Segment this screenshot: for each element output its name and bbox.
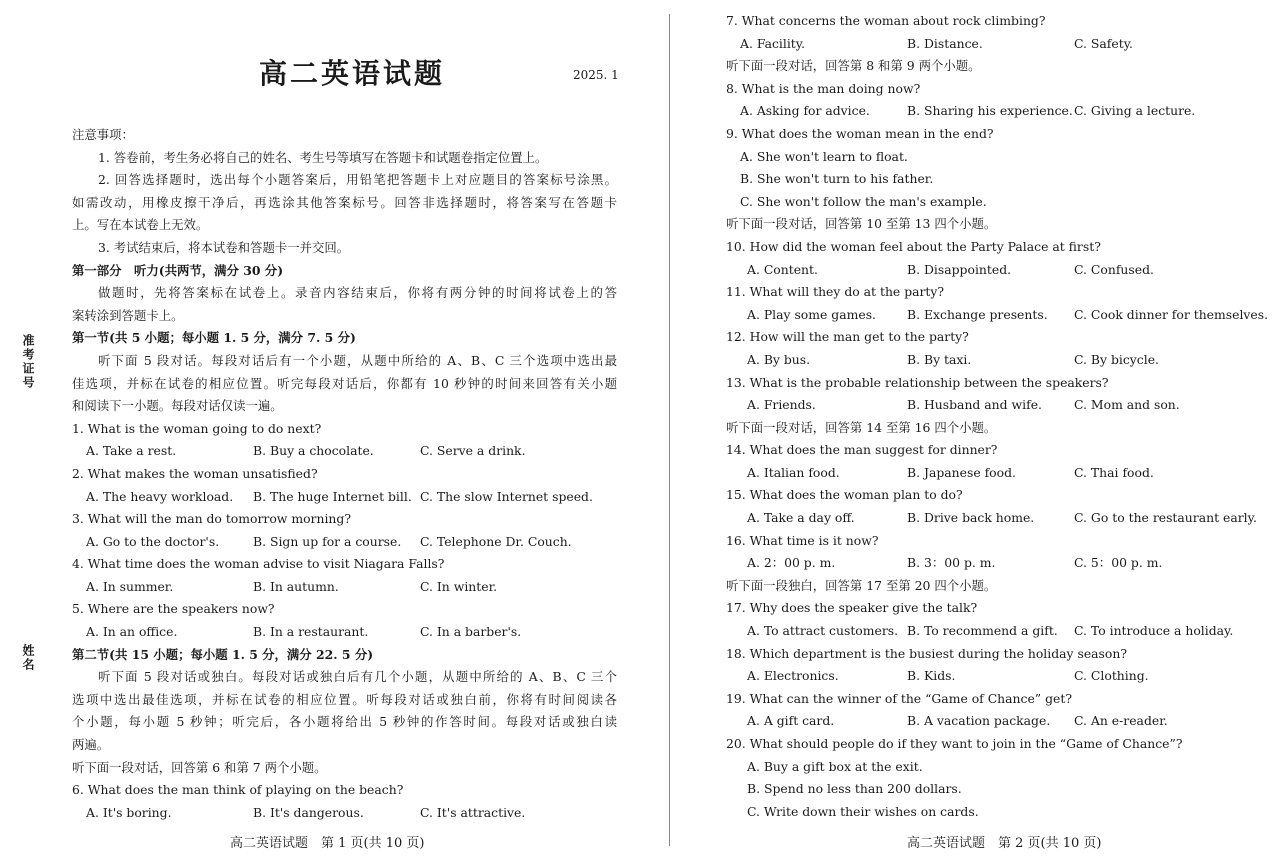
option-c: C. Safety. <box>1074 35 1133 51</box>
page-divider <box>669 14 670 846</box>
section2-desc-2: 选项中选出最佳选项，并标在试卷的相应位置。听每段对话或独白前，你将有时间阅读各 <box>72 691 617 707</box>
section1-heading: 第一节(共 5 小题；每小题 1. 5 分，满分 7. 5 分) <box>72 330 356 346</box>
section1-desc: 听下面 5 段对话。每段对话后有一个小题，从题中所给的 A、B、C 三个选项中选出最 <box>98 352 617 368</box>
question-3 <box>72 508 617 553</box>
option-a: A. The heavy workload. <box>86 488 234 504</box>
question-11 <box>726 281 1271 326</box>
option-b: B. Japanese food. <box>907 464 1016 480</box>
page-footer-right: 高二英语试题 第 2 页(共 10 页) <box>907 836 1102 851</box>
option-c: C. The slow Internet speed. <box>420 488 593 504</box>
option-b: B. By taxi. <box>907 351 972 367</box>
option-c: C. Cook dinner for themselves. <box>1074 306 1269 322</box>
option-a: A. In an office. <box>86 624 178 640</box>
question-text: 2. What makes the woman unsatisfied? <box>72 465 318 481</box>
question-text: 12. How will the man get to the party? <box>726 329 969 345</box>
question-text: 16. What time is it now? <box>726 532 879 548</box>
option-a: A. Friends. <box>747 397 816 413</box>
section2-desc-4: 两遍。 <box>72 737 110 753</box>
question-16 <box>726 530 1271 575</box>
option-c: C. Confused. <box>1074 261 1154 277</box>
page-footer-left: 高二英语试题 第 1 页(共 10 页) <box>230 836 425 851</box>
question-18 <box>726 643 1271 688</box>
question-15 <box>726 484 1271 529</box>
option-b: B. Buy a chocolate. <box>253 443 374 459</box>
option-b: B. She won't turn to his father. <box>740 171 934 187</box>
question-text: 6. What does the man think of playing on the beach? <box>72 782 404 798</box>
part1-desc-end: 案转涂到答题卡上。 <box>72 307 184 323</box>
note-2: 2. 回答选择题时，选出每个小题答案后，用铅笔把答题卡上对应题目的答案标号涂黑。 <box>98 172 617 188</box>
note-3: 3. 考试结束后，将本试卷和答题卡一并交回。 <box>98 239 350 255</box>
right-column <box>726 10 1271 823</box>
question-1 <box>72 418 617 463</box>
option-a: A. Facility. <box>740 35 806 51</box>
question-20 <box>726 733 1271 823</box>
option-a: A. 2：00 p. m. <box>747 555 836 571</box>
listen-instruction: 听下面一段对话，回答第 8 和第 9 两个小题。 <box>726 58 981 74</box>
option-b: B. Disappointed. <box>907 261 1012 277</box>
question-2 <box>72 463 617 508</box>
option-a: A. Take a rest. <box>86 443 177 459</box>
note-2-end: 上。写在本试卷上无效。 <box>72 217 209 233</box>
option-c: C. She won't follow the man's example. <box>740 193 987 209</box>
option-c: C. By bicycle. <box>1074 351 1159 367</box>
notes-title: 注意事项： <box>72 127 134 142</box>
option-a: A. By bus. <box>747 351 811 367</box>
listen-instruction: 听下面一段对话，回答第 10 至第 13 四个小题。 <box>726 216 997 232</box>
question-text: 5. Where are the speakers now? <box>72 601 275 617</box>
question-text: 14. What does the man suggest for dinner? <box>726 442 998 458</box>
question-12 <box>726 326 1271 371</box>
question-text: 9. What does the woman mean in the end? <box>726 125 994 141</box>
question-text: 15. What does the woman plan to do? <box>726 487 963 503</box>
option-b: B. Drive back home. <box>907 510 1035 526</box>
option-c: C. To introduce a holiday. <box>1074 623 1234 639</box>
option-b: B. The huge Internet bill. <box>253 488 412 504</box>
part1-heading: 第一部分 听力(共两节，满分 30 分) <box>72 262 284 278</box>
question-6 <box>72 779 617 824</box>
note-1: 1. 答卷前，考生务必将自己的姓名、考生号等填写在答题卡和试题卷指定位置上。 <box>98 149 548 165</box>
option-a: A. Electronics. <box>747 668 839 684</box>
question-text: 10. How did the woman feel about the Party Palace at first? <box>726 238 1101 254</box>
page-title: 高二英语试题 <box>259 57 446 90</box>
question-8 <box>726 78 1271 123</box>
option-a: A. Content. <box>747 261 818 277</box>
exam-number-label: 准考证号 <box>21 334 35 390</box>
option-c: C. Serve a drink. <box>420 443 526 459</box>
section2-heading: 第二节(共 15 小题；每小题 1. 5 分，满分 22. 5 分) <box>72 646 374 662</box>
question-13 <box>726 372 1271 417</box>
question-text: 17. Why does the speaker give the talk? <box>726 600 978 616</box>
option-b: B. In autumn. <box>253 578 339 594</box>
option-c: C. In winter. <box>420 578 498 594</box>
option-b: B. A vacation package. <box>907 713 1051 729</box>
option-b: B. In a restaurant. <box>253 624 369 640</box>
option-c: C. Thai food. <box>1074 464 1154 480</box>
option-a: A. Italian food. <box>747 464 840 480</box>
option-c: C. An e-reader. <box>1074 713 1168 729</box>
section2-desc: 听下面 5 段对话或独白。每段对话或独白后有几个小题，从题中所给的 A、B、C 三个 <box>98 669 617 685</box>
listen-instruction: 听下面一段对话，回答第 14 至第 16 四个小题。 <box>726 419 997 435</box>
option-c: C. 5：00 p. m. <box>1074 555 1163 571</box>
option-c: C. Telephone Dr. Couch. <box>420 533 572 549</box>
option-b: B. Distance. <box>907 35 983 51</box>
question-text: 20. What should people do if they want to join in the “Game of Chance”? <box>726 736 1183 751</box>
question-4 <box>72 553 617 598</box>
question-text: 11. What will they do at the party? <box>726 284 945 300</box>
section1-desc-2: 佳选项，并标在试卷的相应位置。听完每段对话后，你都有 10 秒钟的时间来回答有关小题 <box>72 375 617 391</box>
question-text: 3. What will the man do tomorrow morning? <box>72 511 351 527</box>
option-b: B. Kids. <box>907 668 956 684</box>
question-7 <box>726 10 1271 55</box>
part1-desc: 做题时，先将答案标在试卷上。录音内容结束后，你将有两分钟的时间将试卷上的答 <box>98 285 617 301</box>
option-a: A. Go to the doctor's. <box>86 533 220 549</box>
listen-instruction: 听下面一段独白，回答第 17 至第 20 四个小题。 <box>726 577 997 593</box>
option-b: B. 3：00 p. m. <box>907 555 996 571</box>
question-text: 13. What is the probable relationship between the speakers? <box>726 374 1109 390</box>
question-9 <box>726 123 1271 213</box>
question-19 <box>726 688 1271 733</box>
option-a: A. A gift card. <box>747 713 835 729</box>
option-b: B. Sharing his experience. <box>907 103 1073 119</box>
question-10 <box>726 236 1271 281</box>
option-b: B. To recommend a gift. <box>907 623 1058 639</box>
name-label: 姓名 <box>21 644 35 672</box>
option-a: A. Buy a gift box at the exit. <box>747 758 923 774</box>
option-c: C. In a barber's. <box>420 624 522 640</box>
question-text: 7. What concerns the woman about rock climbing? <box>726 13 1046 28</box>
exam-date: 2025. 1 <box>573 68 619 82</box>
question-text: 1. What is the woman going to do next? <box>72 420 322 436</box>
question-17 <box>726 597 1271 642</box>
section1-desc-3: 和阅读下一小题。每段对话仅读一遍。 <box>72 398 283 414</box>
option-b: B. Sign up for a course. <box>253 533 402 549</box>
note-2-cont: 如需改动，用橡皮擦干净后，再选涂其他答案标号。回答非选择题时，将答案写在答题卡 <box>72 194 617 210</box>
option-b: B. Husband and wife. <box>907 397 1042 413</box>
option-a: A. Take a day off. <box>747 510 855 526</box>
option-b: B. It's dangerous. <box>253 804 364 820</box>
option-a: A. In summer. <box>86 578 174 594</box>
option-c: C. Write down their wishes on cards. <box>747 803 979 819</box>
question-14 <box>726 439 1271 484</box>
option-c: C. Clothing. <box>1074 668 1149 684</box>
question-text: 19. What can the winner of the “Game of Chance” get? <box>726 690 1072 706</box>
option-a: A. To attract customers. <box>747 623 899 639</box>
option-a: A. Play some games. <box>747 306 876 322</box>
option-a: A. She won't learn to float. <box>740 148 908 164</box>
section2-desc-3: 个小题，每小题 5 秒钟；听完后，各小题将给出 5 秒钟的作答时间。每段对话或独白读 <box>72 714 617 730</box>
option-b: B. Exchange presents. <box>907 306 1048 322</box>
option-c: C. Mom and son. <box>1074 397 1180 413</box>
question-5 <box>72 598 617 643</box>
option-a: A. It's boring. <box>86 804 172 820</box>
question-text: 8. What is the man doing now? <box>726 80 921 96</box>
option-c: C. Go to the restaurant early. <box>1074 510 1257 526</box>
question-text: 4. What time does the woman advise to visit Niagara Falls? <box>72 556 445 572</box>
option-c: C. Giving a lecture. <box>1074 103 1196 119</box>
left-column <box>72 124 617 824</box>
listen-instruction: 听下面一段对话，回答第 6 和第 7 两个小题。 <box>72 759 327 775</box>
option-a: A. Asking for advice. <box>740 103 870 119</box>
question-text: 18. Which department is the busiest during the holiday season? <box>726 645 1128 661</box>
option-c: C. It's attractive. <box>420 804 526 820</box>
option-b: B. Spend no less than 200 dollars. <box>747 781 962 797</box>
